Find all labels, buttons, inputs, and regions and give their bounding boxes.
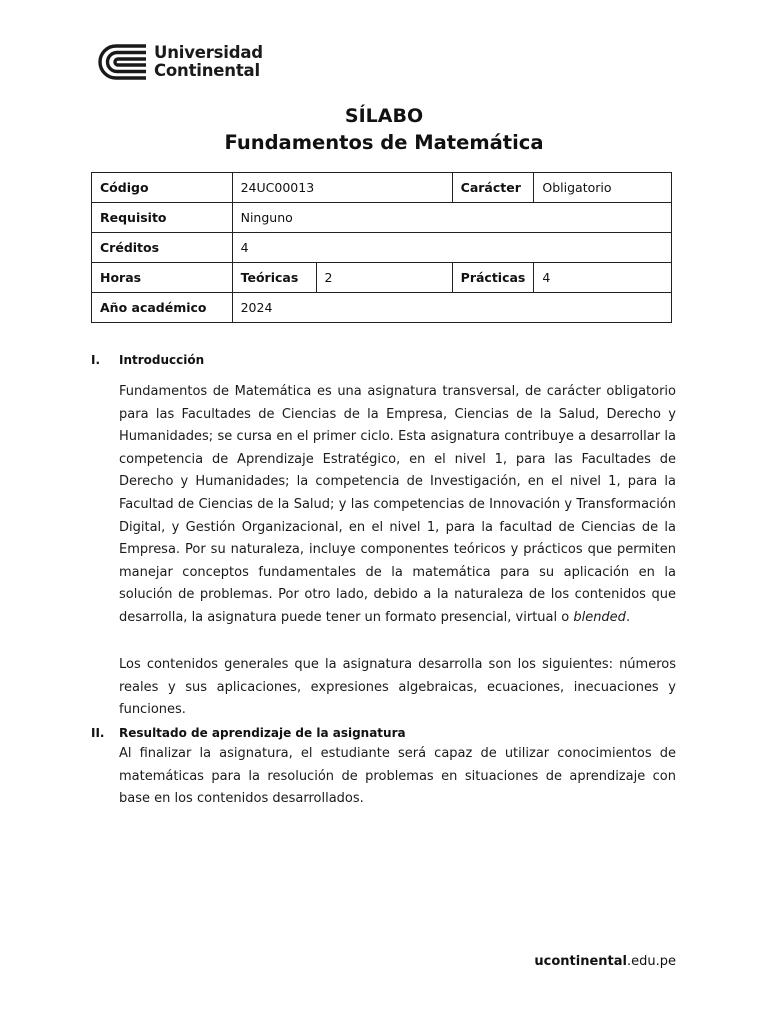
logo-line-2: Continental [154, 61, 260, 80]
requisito-label: Requisito [92, 203, 233, 233]
creditos-label: Créditos [92, 233, 233, 263]
section-2-number: II. [91, 726, 105, 740]
university-logo [98, 44, 263, 80]
footer-url-bold: ucontinental [534, 954, 627, 969]
footer-url-rest: .edu.pe [626, 954, 676, 969]
anio-value: 2024 [232, 293, 671, 323]
document-title: SÍLABO [344, 105, 424, 127]
section-2-paragraph: Al finalizar la asignatura, el estudiante será capaz de utilizar conocimientos de matemáticas para la resolución de problemas en situaciones de aprendizaje con base en los contenidos desarrollados. [119, 746, 676, 807]
table-row [92, 293, 672, 323]
creditos-value: 4 [232, 233, 671, 263]
section-1-paragraph-2: Los contenidos generales que la asignatura desarrolla son los siguientes: números reales y sus aplicaciones, expresiones algebraicas, ecuaciones, inecuaciones y funciones. [119, 657, 676, 718]
course-info-table [91, 172, 672, 323]
requisito-value: Ninguno [232, 203, 671, 233]
caracter-value: Obligatorio [534, 173, 672, 203]
teoricas-value: 2 [316, 263, 452, 293]
logo-text [154, 44, 263, 80]
section-1-paragraph-1 [119, 381, 676, 630]
section-1-number: I. [91, 353, 101, 367]
teoricas-label: Teóricas [232, 263, 316, 293]
table-row [92, 173, 672, 203]
practicas-label: Prácticas [452, 263, 534, 293]
section-2-heading: Resultado de aprendizaje de la asignatura [119, 726, 406, 740]
footer-url [534, 954, 676, 969]
table-row [92, 263, 672, 293]
practicas-value: 4 [534, 263, 672, 293]
course-title: Fundamentos de Matemática [224, 131, 544, 154]
paragraph-text: Fundamentos de Matemática es una asignatura transversal, de carácter obligatorio para las Facultades de Ciencias de la Empresa, Ciencias de la Salud, Derecho y Humanidades; se cursa en el primer ciclo. Esta asignatura contribuye a desarrollar la competencia de Aprendizaje Estratégico, en el nivel 1, para las Facultades de Derecho y Humanidades; la competencia de Investigación, en el nivel 1, para la Facultad de Ciencias de la Salud; y las competencias de Innovación y Transformación Digital, y Gestión Organizacional, en el nivel 1, para la facultad de Ciencias de la Empresa. Por su naturaleza, incluye componentes teóricos y prácticos que permiten manejar conceptos fundamentales de la matemática para su aplicación en la solución de problemas. Por otro lado, debido a la naturaleza de los contenidos que desarrolla, la asignatura puede tener un formato presencial, virtual o [119, 384, 676, 625]
codigo-value: 24UC00013 [232, 173, 452, 203]
horas-label: Horas [92, 263, 233, 293]
university-logo-icon [98, 44, 148, 80]
table-row [92, 203, 672, 233]
anio-label: Año académico [92, 293, 233, 323]
paragraph-italic: blended [573, 609, 626, 625]
section-1-heading: Introducción [119, 353, 205, 367]
logo-line-1: Universidad [154, 43, 263, 62]
paragraph-end: . [625, 609, 631, 625]
caracter-label: Carácter [452, 173, 534, 203]
table-row [92, 233, 672, 263]
codigo-label: Código [92, 173, 233, 203]
